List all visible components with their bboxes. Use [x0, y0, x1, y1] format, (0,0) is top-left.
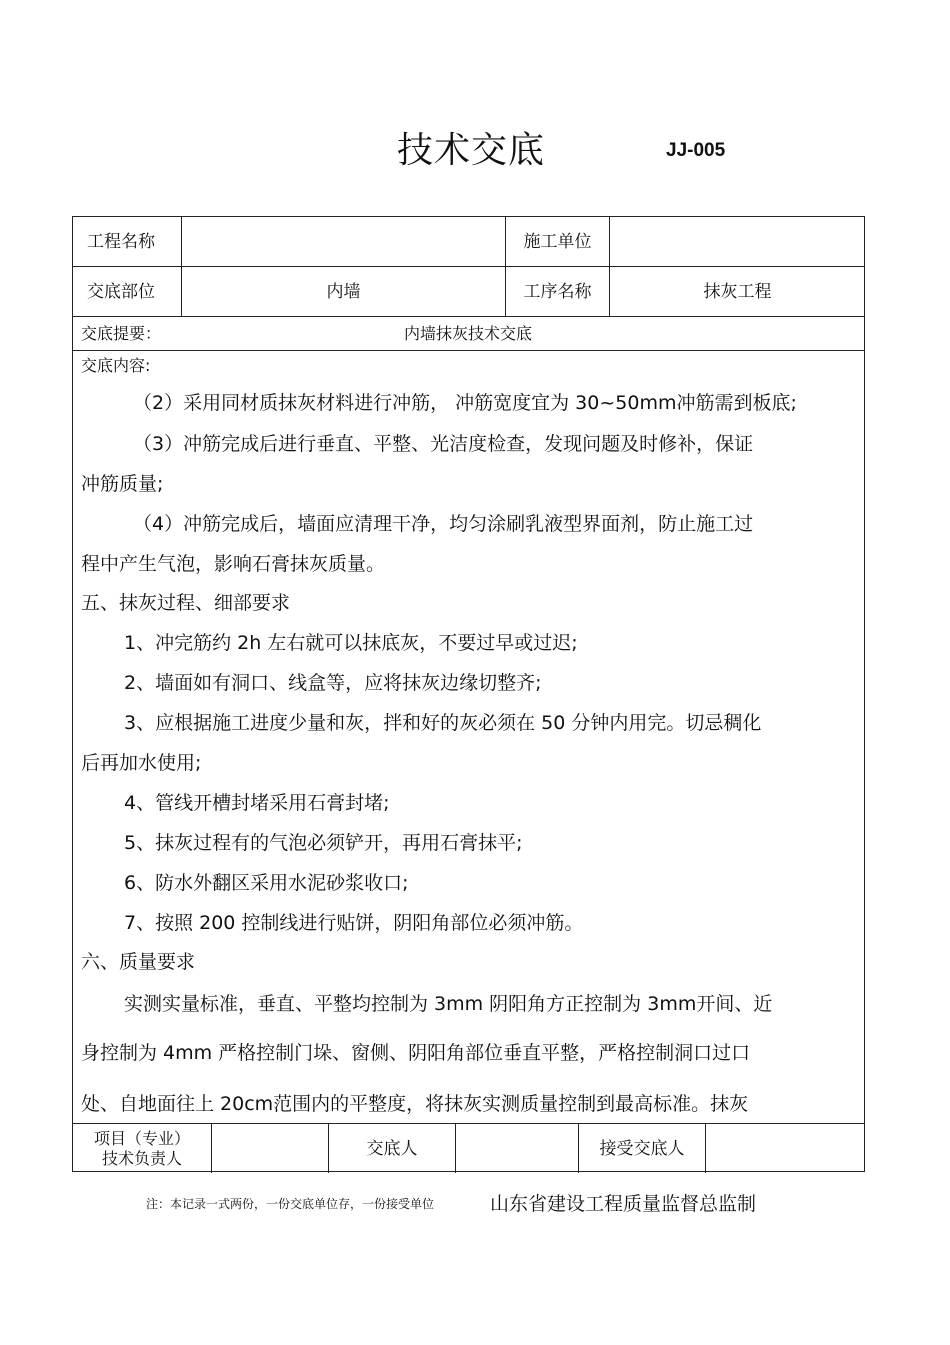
presenter-label: 交底人 [366, 1138, 418, 1159]
content-line: 后再加水使用; [81, 752, 202, 774]
content-line: 6、防水外翻区采用水泥砂浆收口; [124, 872, 409, 894]
content-line: 处、自地面往上 20cm范围内的平整度，将抹灰实测质量控制到最高标准。抹灰 [81, 1093, 749, 1115]
content-line: 3、应根据施工进度少量和灰，拌和好的灰必须在 50 分钟内用完。切忌稠化 [124, 712, 762, 734]
process-field[interactable]: 抹灰工程 [703, 281, 772, 302]
construction-unit-label: 施工单位 [523, 231, 592, 252]
construction-unit-field[interactable] [610, 217, 865, 266]
project-name-field[interactable] [182, 217, 505, 266]
project-name-label: 工程名称 [87, 231, 155, 252]
tech-lead-label [73, 1124, 211, 1173]
issuing-organization: 山东省建设工程质量监督总监制 [490, 1193, 757, 1215]
row-divider [73, 350, 864, 351]
receiver-label: 接受交底人 [599, 1138, 685, 1159]
content-line: （3）冲筋完成后进行垂直、平整、光洁度检查，发现问题及时修补，保证 [133, 433, 754, 455]
content-line: 实测实量标准，垂直、平整均控制为 3mm 阴阳角方正控制为 3mm开间、近 [124, 993, 773, 1015]
footnote: 注：本记录一式两份，一份交底单位存，一份接受单位 [146, 1197, 435, 1211]
content-label: 交底内容: [81, 356, 151, 375]
summary-label: 交底提要： [81, 323, 162, 343]
location-field[interactable]: 内墙 [326, 281, 361, 302]
content-line: 程中产生气泡，影响石膏抹灰质量。 [81, 553, 386, 575]
content-line: 身控制为 4mm 严格控制门垛、窗侧、阴阳角部位垂直平整，严格控制洞口过口 [81, 1042, 751, 1064]
tech-lead-label-line2: 技术负责人 [101, 1148, 182, 1168]
tech-lead-field[interactable] [212, 1124, 328, 1173]
location-label: 交底部位 [87, 281, 155, 302]
section-heading: 五、抹灰过程、细部要求 [81, 592, 291, 614]
receiver-field[interactable] [706, 1124, 865, 1173]
content-line: 4、管线开槽封堵采用石膏封堵; [124, 792, 390, 814]
tech-lead-label-line1: 项目（专业） [93, 1128, 190, 1148]
content-line: （2）采用同材质抹灰材料进行冲筋， 冲筋宽度宜为 30~50mm冲筋需到板底; [133, 392, 797, 414]
summary-field[interactable]: 内墙抹灰技术交底 [403, 323, 532, 343]
content-line: 5、抹灰过程有的气泡必须铲开，再用石膏抹平; [124, 832, 523, 854]
content-line: 7、按照 200 控制线进行贴饼，阴阳角部位必须冲筋。 [124, 912, 584, 934]
presenter-field[interactable] [456, 1124, 578, 1173]
form-code: JJ-005 [666, 140, 726, 161]
disclosure-form [72, 216, 865, 1172]
page-title: 技术交底 [397, 130, 546, 171]
content-line: 1、冲完筋约 2h 左右就可以抹底灰，不要过早或过迟; [124, 632, 578, 654]
section-heading: 六、质量要求 [81, 951, 196, 973]
content-line: （4）冲筋完成后，墙面应清理干净，均匀涂刷乳液型界面剂，防止施工过 [133, 513, 754, 535]
process-label: 工序名称 [523, 281, 592, 302]
content-line: 冲筋质量; [81, 473, 164, 495]
content-line: 2、墙面如有洞口、线盒等，应将抹灰边缘切整齐; [124, 672, 542, 694]
